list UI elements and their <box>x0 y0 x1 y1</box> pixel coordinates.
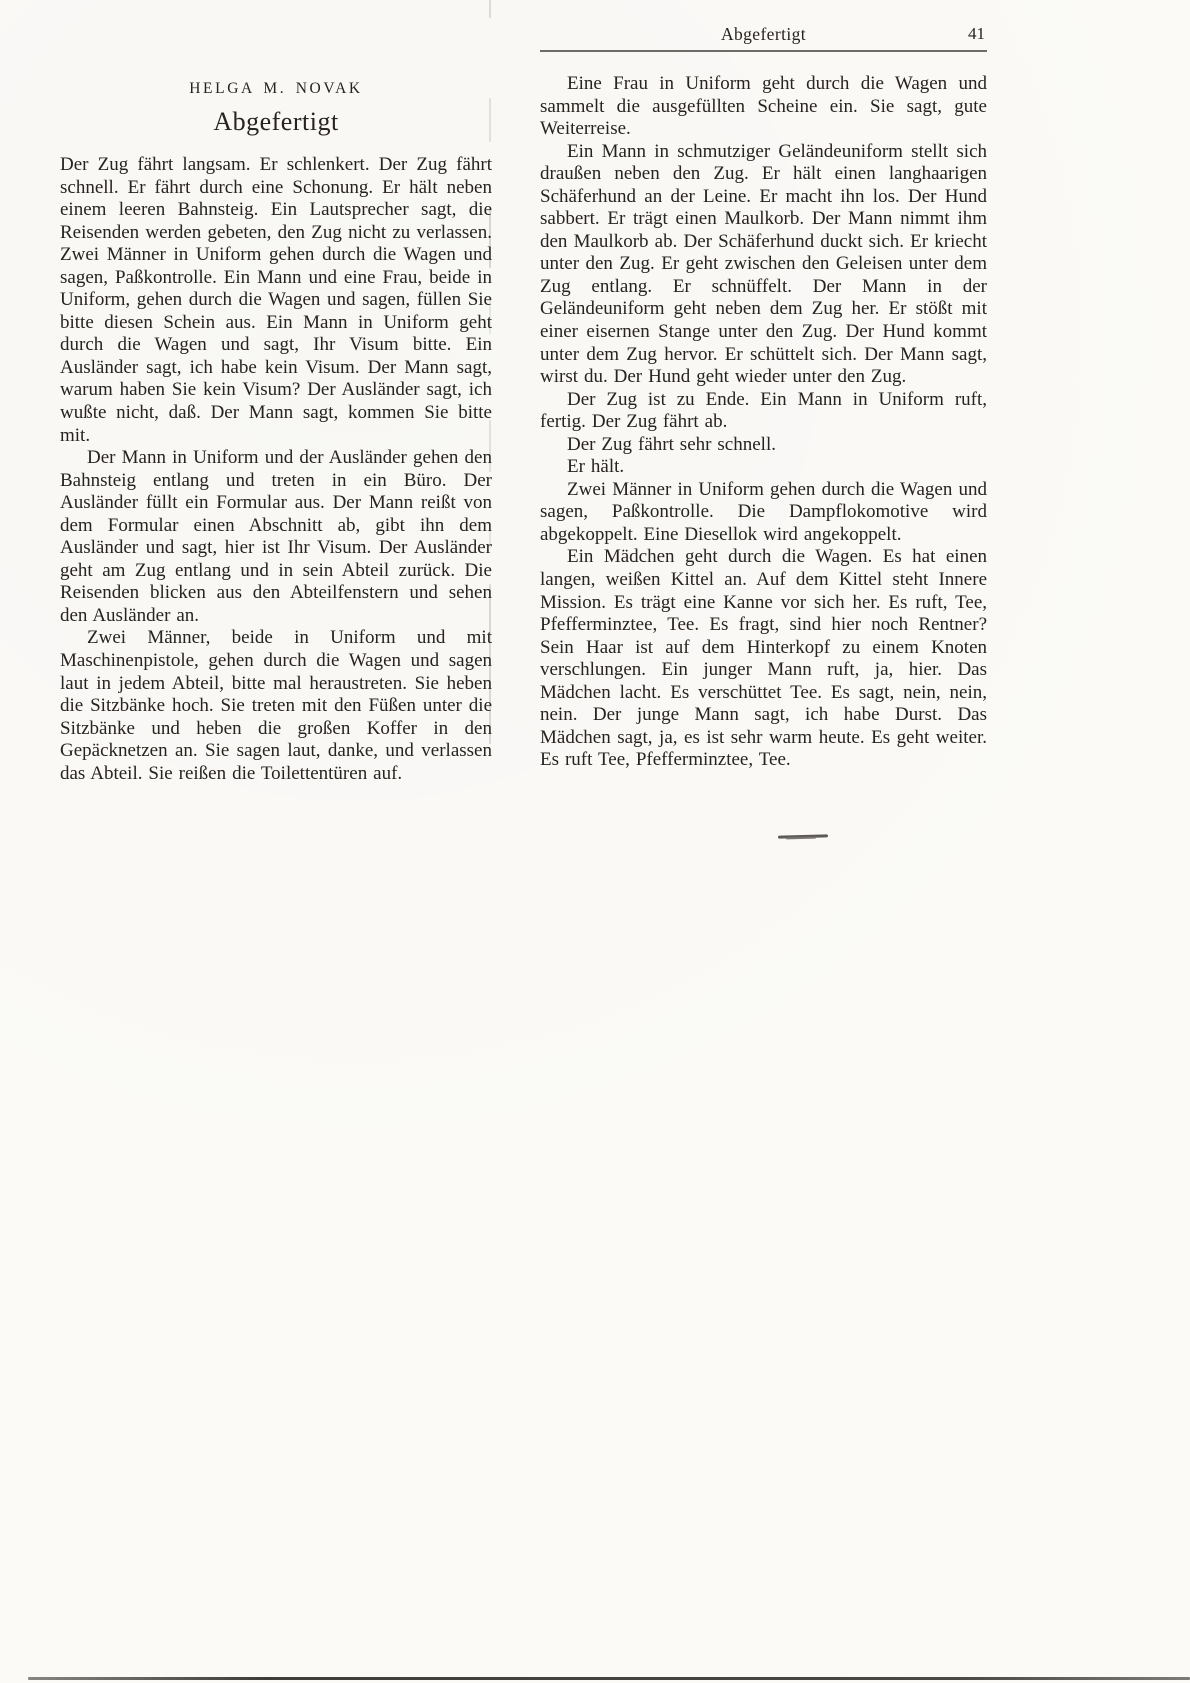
paragraph: Ein Mann in schmutziger Geländeuniform stellt sich draußen neben den Zug. Er hält einen langhaarigen Schäferhund an der Leine. Er macht ihn los. Der Hund sabbert. Er trägt einen Maulkorb. Der Mann nimmt ihm den Maulkorb ab. Der Schäferhund duckt sich. Er kriecht unter den Zug. Er geht zwischen den Geleisen unter dem Zug entlang. Er schnüffelt. Der Mann in der Geländeuniform geht neben dem Zug her. Er stößt mit einer eisernen Stange unter den Zug. Der Hund kommt unter dem Zug hervor. Er schüttelt sich. Der Mann sagt, wirst du. Der Hund geht wieder unter den Zug. <box>540 140 987 388</box>
author-name: HELGA M. NOVAK <box>189 80 363 97</box>
gutter-fold-mark <box>489 524 491 548</box>
paragraph: Ein Mädchen geht durch die Wagen. Es hat einen langen, weißen Kittel an. Auf dem Kittel steht Innere Mission. Es trägt eine Kanne vor sich her. Es ruft, Tee, Pfefferminztee, Tee. Es fragt, sind hier noch Rentner? Sein Haar ist auf dem Hinterkopf zu einem Knoten verschlungen. Ein junger Mann ruft, ja, hier. Das Mädchen lacht. Es verschüttet Tee. Es sagt, nein, nein, nein. Der junge Mann sagt, ich habe Durst. Das Mädchen sagt, ja, es ist sehr warm heute. Es geht weiter. Es ruft Tee, Pfefferminztee, Tee. <box>540 546 987 771</box>
gutter-fold-mark <box>489 0 491 18</box>
paragraph: Eine Frau in Uniform geht durch die Wagen und sammelt die ausgefüllten Scheine ein. Sie sagt, gute Weiterreise. <box>540 73 987 140</box>
work-title: Abgefertigt <box>213 107 339 136</box>
paragraph: Zwei Männer in Uniform gehen durch die Wagen und sagen, Paßkontrolle. Die Dampflokomotive wird abgekoppelt. Eine Diesellok wird angekoppelt. <box>540 478 987 545</box>
paragraph: Der Zug fährt sehr schnell. <box>567 433 776 455</box>
paragraph: Zwei Männer, beide in Uniform und mit Maschinenpistole, gehen durch die Wagen und sagen laut in jedem Abteil, bitte mal heraustreten. Sie heben die Sitzbänke hoch. Sie treten mit den Füßen unter die Sitzbänke und heben die großen Koffer in den Gepäcknetzen an. Sie sagen laut, danke, und verlassen das Abteil. Sie reißen die Toilettentüren auf. <box>60 627 492 784</box>
right-text-column <box>540 73 987 772</box>
gutter-fold-mark <box>489 420 491 472</box>
paragraph: Er hält. <box>567 456 625 478</box>
byline <box>60 80 492 137</box>
running-header <box>540 24 987 52</box>
paragraph: Der Mann in Uniform und der Ausländer gehen den Bahnsteig entlang und treten in ein Büro. Der Ausländer füllt ein Formular aus. Der Mann reißt von dem Formular einen Abschnitt ab, gibt ihn dem Ausländer und sagt, hier ist Ihr Visum. Der Ausländer geht am Zug entlang und in sein Abteil zurück. Die Reisenden blicken aus den Abteilfenstern und sehen den Ausländer an. <box>60 447 492 626</box>
paragraph: Der Zug fährt langsam. Er schlenkert. Der Zug fährt schnell. Er fährt durch eine Schonung. Er hält neben einem leeren Bahnsteig. Ein Lautsprecher sagt, die Reisenden werden gebeten, den Zug nicht zu verlassen. Zwei Männer in Uniform gehen durch die Wagen und sagen, Paßkontrolle. Ein Mann und eine Frau, beide in Uniform, gehen durch die Wagen und sagen, füllen Sie bitte diesen Schein aus. Ein Mann in Uniform geht durch die Wagen und sagt, Ihr Visum bitte. Ein Ausländer sagt, ich habe kein Visum. Der Mann sagt, warum haben Sie kein Visum? Der Ausländer sagt, ich wußte nicht, daß. Der Mann sagt, kommen Sie bitte mit. <box>60 154 492 446</box>
running-header-title: Abgefertigt <box>720 24 807 44</box>
gutter-fold-mark <box>489 300 491 334</box>
end-of-text-mark <box>778 834 828 838</box>
gutter-fold-mark <box>489 208 491 268</box>
gutter-fold-mark <box>489 98 491 142</box>
page-number: 41 <box>968 24 985 43</box>
paragraph: Der Zug ist zu Ende. Ein Mann in Uniform ruft, fertig. Der Zug fährt ab. <box>540 388 987 433</box>
page-edge-line <box>28 1677 1190 1680</box>
gutter-fold-mark <box>489 584 491 744</box>
left-text-column <box>60 154 492 785</box>
